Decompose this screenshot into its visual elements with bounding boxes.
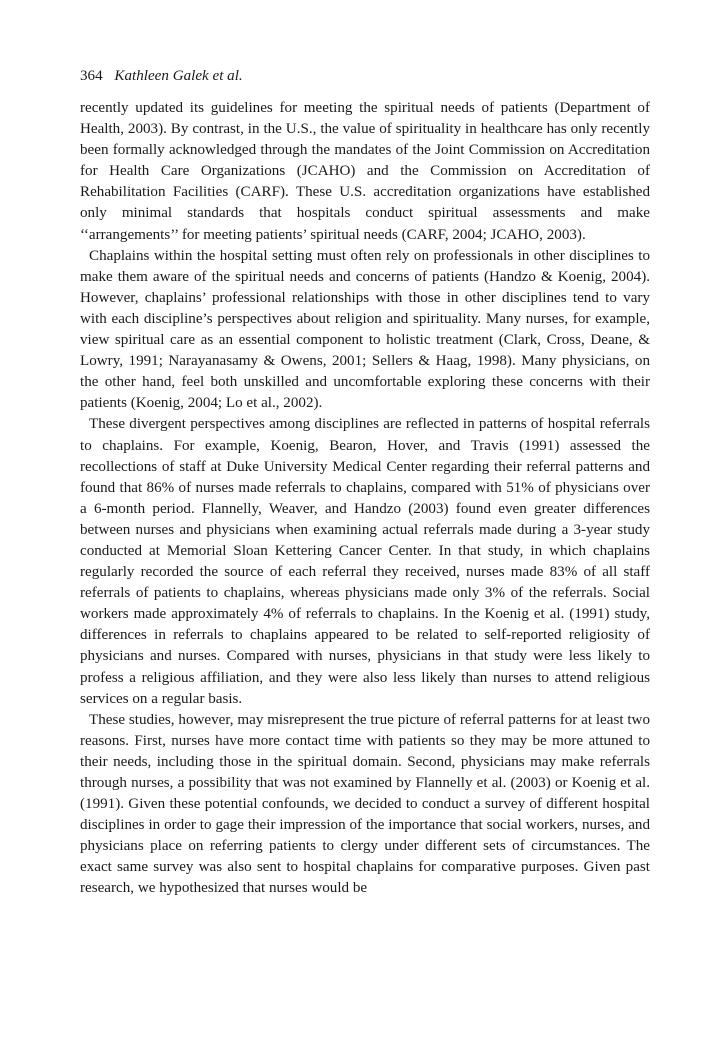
paragraph-3: These divergent perspectives among disciplines are reflected in patterns of hospital referrals to chaplains. For example, Koenig, Bearon, Hover, and Travis (1991) assessed the recollections of staff at Duke University Medical Center regarding their referral patterns and found that 86% of nurses made referrals to chaplains, compared with 51% of physicians over a 6-month period. Flannelly, Weaver, and Handzo (2003) found even greater differences between nurses and physicians when examining actual referrals made during a 3-year study conducted at Memorial Sloan Kettering Cancer Center. In that study, in which chaplains regularly recorded the source of each referral they received, nurses made 83% of all staff referrals of patients to chaplains, whereas physicians made only 3% of the referrals. Social workers made approximately 4% of referrals to chaplains. In the Koenig et al. (1991) study, differences in referrals to chaplains appeared to be related to self-reported religiosity of physicians and nurses. Compared with nurses, physicians in that study were less likely to profess a religious affiliation, and they were also less likely than nurses to attend religious services on a regular basis. [80, 416, 650, 707]
paragraph-1: recently updated its guidelines for meeting the spiritual needs of patients (Department of Health, 2003). By contrast, in the U.S., the value of spirituality in healthcare has only recently been formally acknowledged through the mandates of the Joint Commission on Accreditation for Health Care Organizations (JCAHO) and the Commission on Accreditation of Rehabilitation Facilities (CARF). These U.S. accreditation organizations have established only minimal standards that hospitals conduct spiritual assessments and make ‘‘arrangements’’ for meeting patients’ spiritual needs (CARF, 2004; JCAHO, 2003). [80, 100, 650, 243]
page-body [80, 66, 650, 900]
running-head [80, 66, 650, 87]
running-title: Kathleen Galek et al. [114, 68, 243, 84]
page-number: 364 [80, 68, 103, 84]
paragraph-2: Chaplains within the hospital setting must often rely on professionals in other disciplines to make them aware of the spiritual needs and concerns of patients (Handzo & Koenig, 2004). However, chaplains’ professional relationships with those in other disciplines tend to vary with each discipline’s perspectives about religion and spirituality. Many nurses, for example, view spiritual care as an essential component to holistic treatment (Clark, Cross, Deane, & Lowry, 1991; Narayanasamy & Owens, 2001; Sellers & Haag, 1998). Many physicians, on the other hand, feel both unskilled and uncomfortable exploring these concerns with their patients (Koenig, 2004; Lo et al., 2002). [80, 247, 650, 412]
paragraph-4: These studies, however, may misrepresent the true picture of referral patterns for at least two reasons. First, nurses have more contact time with patients so they may be more attuned to their needs, including those in the spiritual domain. Second, physicians may make referrals through nurses, a possibility that was not examined by Flannelly et al. (2003) or Koenig et al. (1991). Given these potential confounds, we decided to conduct a survey of different hospital disciplines in order to gage their impression of the importance that social workers, nurses, and physicians place on referring patients to clergy under different sets of circumstances. The exact same survey was also sent to hospital chaplains for comparative purposes. Given past research, we hypothesized that nurses would be [80, 711, 650, 897]
